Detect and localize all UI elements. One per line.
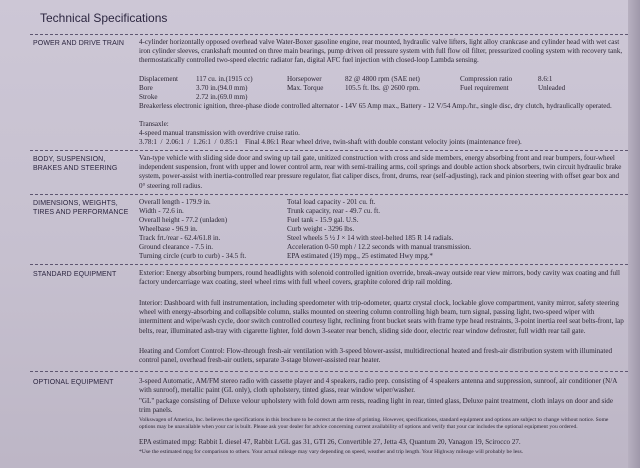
page-title: Technical Specifications	[40, 11, 168, 25]
standard-exterior: Exterior: Energy absorbing bumpers, round headlights with solenoid controlled ignition override, break-away outside rear view mirrors, body cavity wax coating and full factory undercarriage wax coating, steel wheel rims with full wheel covers, graphite colored drip rail molding.	[139, 269, 620, 287]
mileage-footnote: *Use the estimated mpg for comparison to others. Your actual mileage may vary depending on speed, weather and trip length. Your Highway mileage will probably be less.	[139, 449, 524, 455]
epa-text: EPA estimated mpg: Rabbit L diesel 47, Rabbit L/GL gas 31, GTI 26, Convertible 27, Jetta 43, Quantum 20, Vanagon 19, Scirocco 27.	[139, 438, 521, 446]
standard-heating: Heating and Comfort Control: Flow-through fresh-air ventilation with 3-speed blower-assist, multidirectional heated and fresh-air distribution system with illuminated control panel, overhead fresh-air outlets, separate 3-stage blower-assisted rear heater.	[139, 347, 613, 365]
transaxle-label: Transaxle:	[139, 120, 169, 128]
section-label-optional: OPTIONAL EQUIPMENT	[33, 379, 114, 386]
dim-left-2: Width - 72.6 in.	[139, 207, 184, 215]
gear-ratios: 3.78:1 / 2.06:1 / 1.26:1 / 0.85:1 Final 4.86:1 Rear wheel drive, twin-shaft with double constant velocity joints (maintenance free).	[139, 138, 522, 146]
dim-right-5: Steel wheels 5 ½ J × 14 with steel-belted 185 R 14 radials.	[287, 234, 454, 242]
dim-right-7: EPA estimated (19) mpg., 25 estimated Hwy mpg.*	[287, 252, 433, 260]
dim-left-7: Turning circle (curb to curb) - 34.5 ft.	[139, 252, 247, 260]
page-edge-shadow	[628, 0, 640, 468]
dim-left-1: Overall length - 179.9 in.	[139, 198, 211, 206]
horsepower-label: Horsepower	[287, 75, 322, 83]
stroke-value: 2.72 in.(69.0 mm)	[196, 93, 248, 101]
dim-left-6: Ground clearance - 7.5 in.	[139, 243, 214, 251]
torque-value: 105.5 ft. lbs. @ 2600 rpm.	[345, 84, 420, 92]
section-divider	[30, 371, 628, 372]
section-divider	[30, 194, 628, 195]
compression-label: Compression ratio	[460, 75, 513, 83]
power-intro: 4-cylinder horizontally opposed overhead valve Water-Boxer gasoline engine, rear mounted, hydraulic valve lifters, light alloy crankcase and cylinder head with wet cast iron cylinder sleeves, crankshaft mounted on three main bearings, pump driven oil pressure system with full flow oil filter, pressurized cooling system with recovery tank, thermostatically controlled two-speed electric radiator fan, digital AFC fuel injection with closed-loop Lambda sensing.	[139, 38, 623, 65]
fuel-value: Unleaded	[538, 84, 566, 92]
dim-left-4: Wheelbase - 96.9 in.	[139, 225, 198, 233]
section-divider	[30, 264, 628, 265]
dim-right-4: Curb weight - 3296 lbs.	[287, 225, 355, 233]
optional-text: 3-speed Automatic, AM/FM stereo radio with cassette player and 4 speakers, radio prep. consisting of 4 speakers antenna and suppression, sunroof, air conditioner (N/A with sunroof), metallic paint (GL only), cloth upholstery, tinted glass, rear window wiper/washer.	[139, 377, 617, 395]
compression-value: 8.6:1	[538, 75, 553, 83]
torque-label: Max. Torque	[287, 84, 324, 92]
dim-right-1: Total load capacity - 201 cu. ft.	[287, 198, 376, 206]
dim-left-5: Track frt./rear - 62.4/61.8 in.	[139, 234, 221, 242]
dim-left-3: Overall height - 77.2 (unladen)	[139, 216, 228, 224]
section-divider	[30, 34, 628, 35]
section-label-power: POWER AND DRIVE TRAIN	[33, 40, 125, 47]
section-divider	[30, 150, 628, 151]
section-label-body: BODY, SUSPENSION, BRAKES AND STEERING	[33, 156, 118, 172]
disclaimer-text: Volkswagen of America, Inc. believes the specifications in this brochure to be correct at the time of printing. However, specifications, standard equipment and options are subject to change without notice. Some options may be unavailable when your car is built. Please ask your dealer for advice concerning current availability of options and verify that your car includes the optional equipment you ordered.	[139, 417, 609, 430]
section-label-standard: STANDARD EQUIPMENT	[33, 271, 117, 278]
transaxle-text: 4-speed manual transmission with overdrive cruise ratio.	[139, 129, 300, 137]
gl-package-text: "GL" package consisting of Deluxe velour upholstery with fold down arm rests, reading light in rear, tinted glass, Deluxe paint treatment, cloth inlays on door and side trim panels.	[139, 397, 613, 415]
electrical-text: Breakerless electronic ignition, three-phase diode controlled alternator - 14V 65 Amp max., Battery - 12 V/54 Amp./hr., single disc, dry clutch, hydraulically operated.	[139, 102, 612, 110]
stroke-label: Stroke	[139, 93, 158, 101]
dim-right-2: Trunk capacity, rear - 49.7 cu. ft.	[287, 207, 381, 215]
dim-right-6: Acceleration 0-50 mph / 12.2 seconds with manual transmission.	[287, 243, 472, 251]
standard-interior: Interior: Dashboard with full instrumentation, including speedometer with trip-odometer, quartz crystal clock, lockable glove compartment, vanity mirror, safety steering wheel with energy-absorbing and collapsible column, stalks mounted on steering column controlling high beam, turn signal, passing light, two-speed wiper with intermittent and wipe/wash cycle, door switch controlled courtesy light, reclining front bucket seats with frame type head restraints, 3-point inertia reel seat belts-front, lap belts, rear, illuminated ash-tray with cigarette lighter, fold down 3-seater rear bench, sliding side door, electric rear window defroster, full width rear tail gate.	[139, 299, 624, 335]
fuel-label: Fuel requirement	[460, 84, 509, 92]
displacement-label: Displacement	[139, 75, 179, 83]
bore-value: 3.70 in.(94.0 mm)	[196, 84, 248, 92]
body-text: Van-type vehicle with sliding side door and swing up tail gate, unitized construction with cross and side members, energy absorbing front and rear bumpers, four-wheel independent suspension, front with upper and lower control arm, rear with semi-trailing arms, coil springs and double action shock absorbers, twin circuit hydraulic brake system, power-assist with inertia-controlled rear pressure regulator, fiat caliper discs, front, drums, rear (self-adjusting), rack and pinion steering with offset gear box and 0° steering roll radius.	[139, 154, 622, 190]
horsepower-value: 82 @ 4800 rpm (SAE net)	[345, 75, 420, 83]
bore-label: Bore	[139, 84, 153, 92]
dim-right-3: Fuel tank - 15.9 gal. U.S.	[287, 216, 359, 224]
section-label-dimensions: DIMENSIONS, WEIGHTS, TIRES AND PERFORMANCE	[33, 200, 129, 216]
displacement-value: 117 cu. in.(1915 cc)	[196, 75, 253, 83]
